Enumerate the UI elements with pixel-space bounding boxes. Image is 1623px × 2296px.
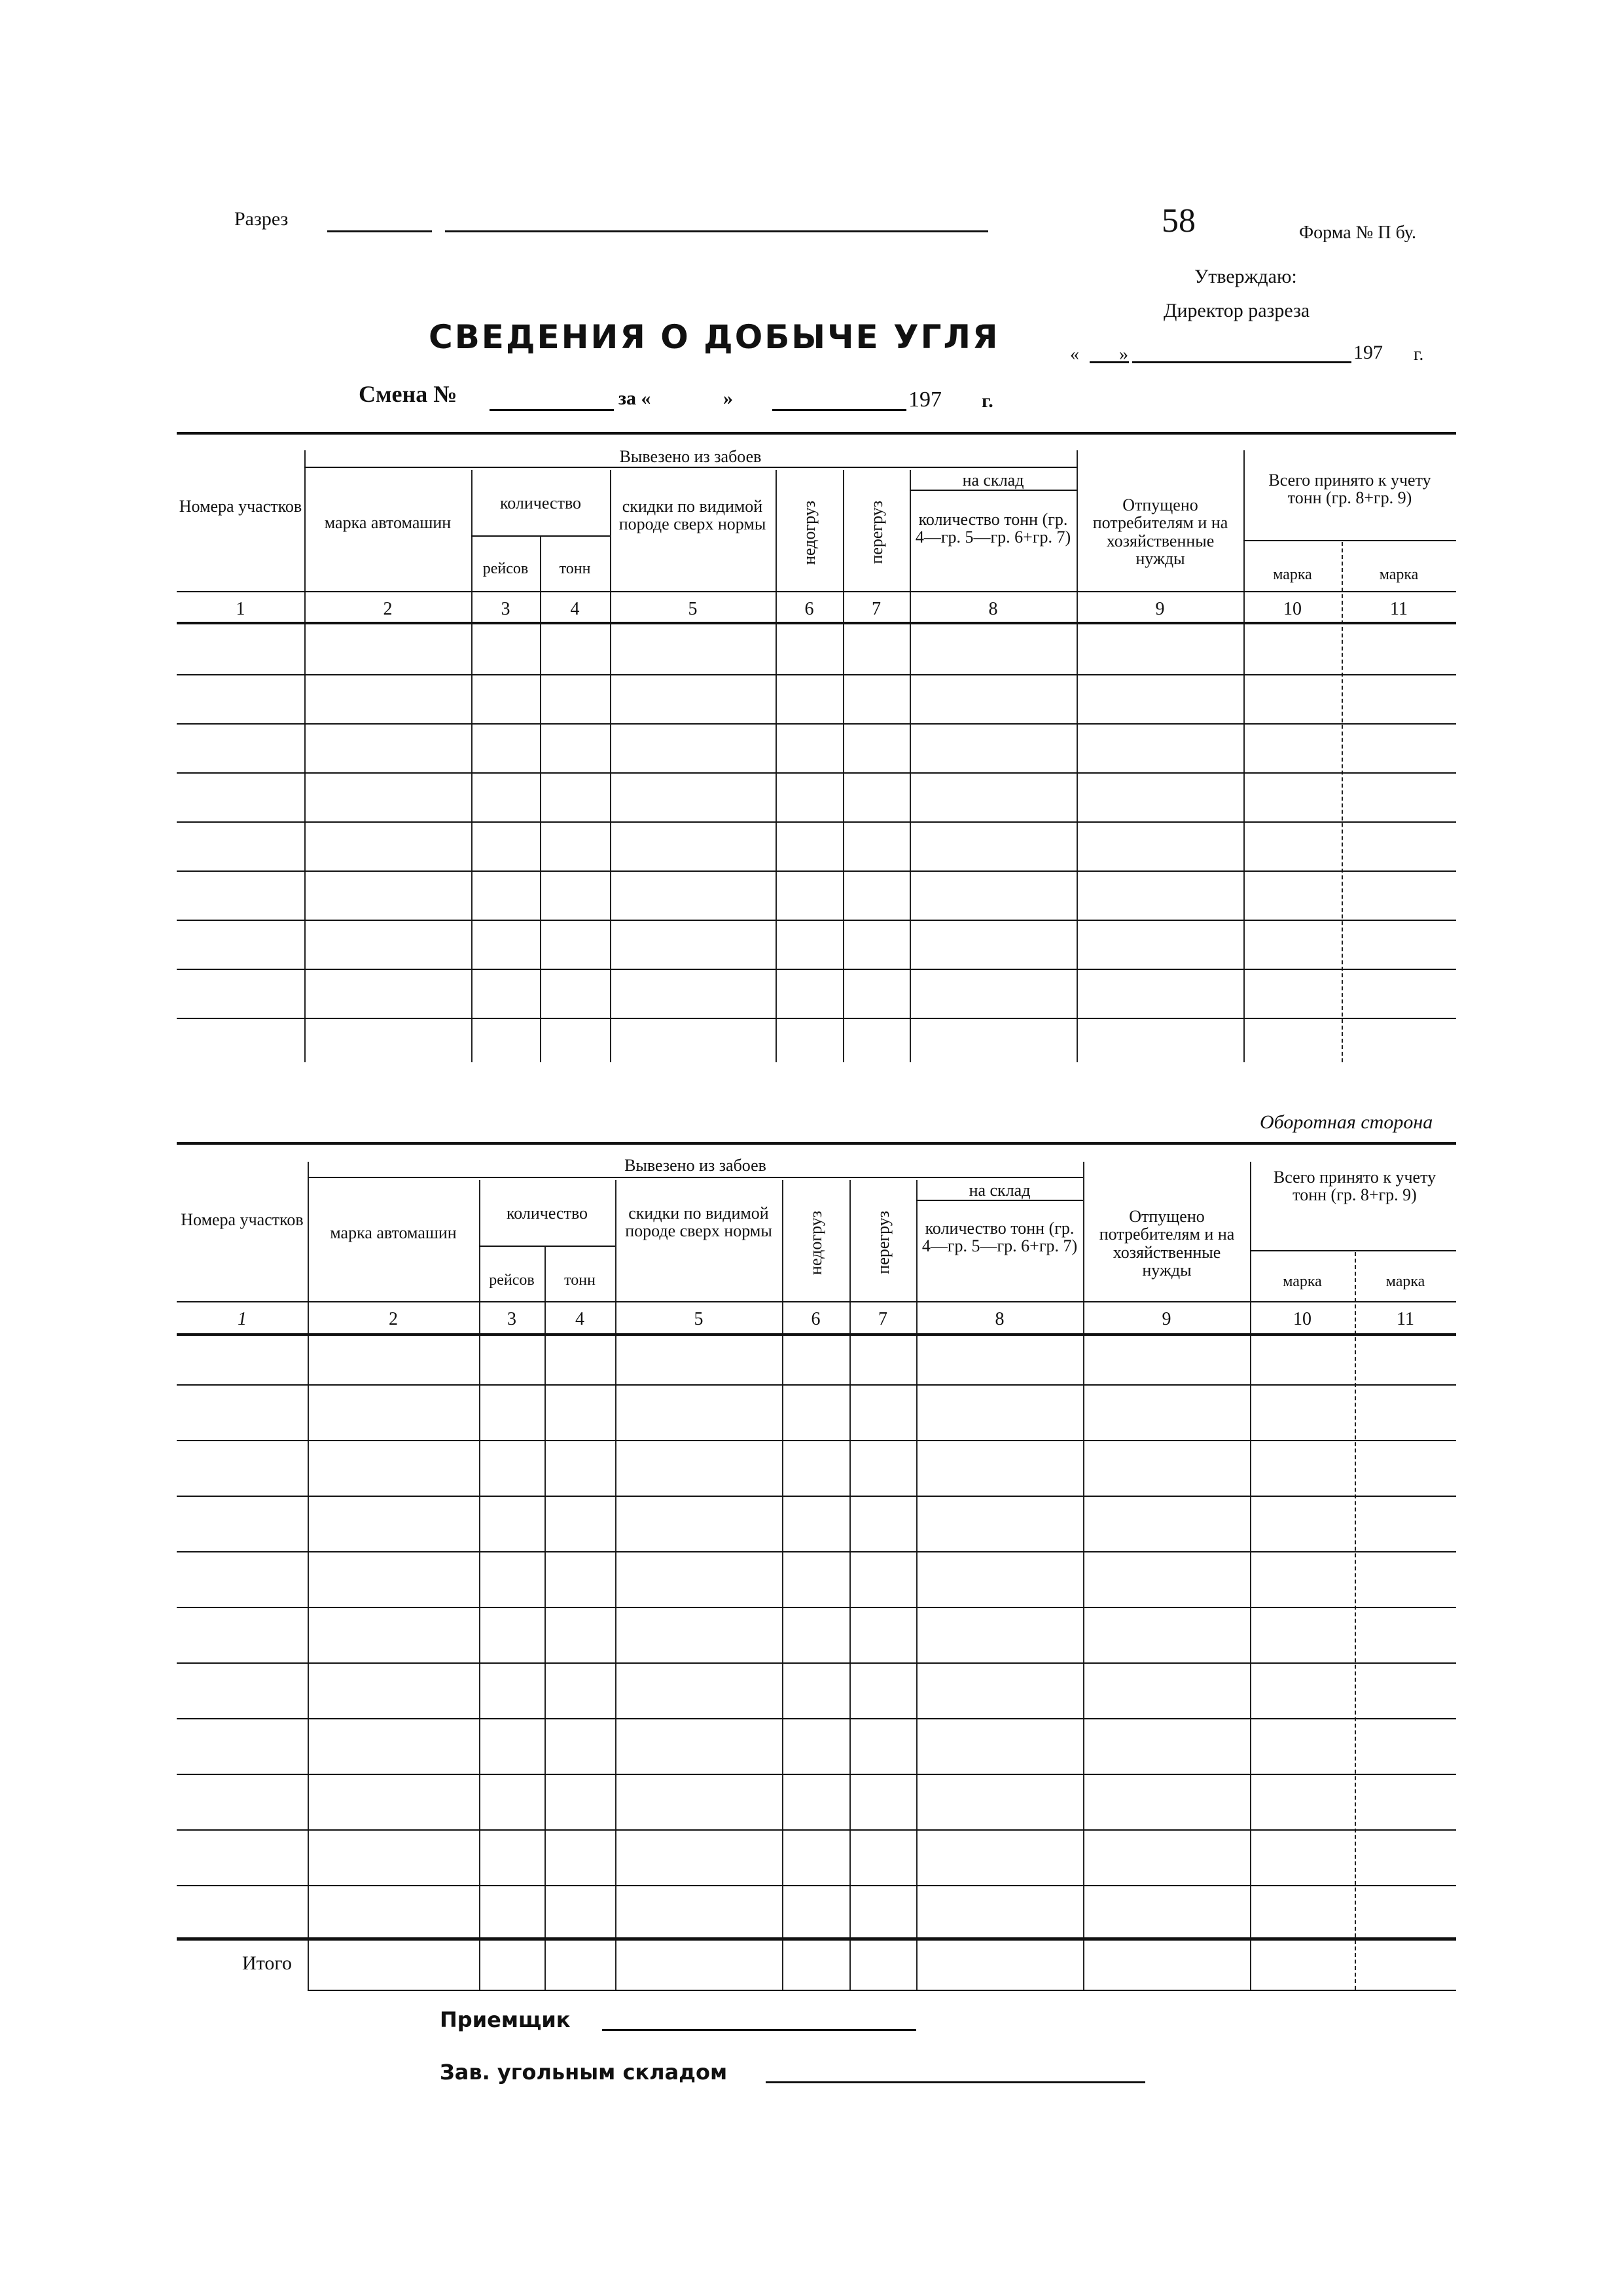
col-discounts: скидки по видимой породе сверх нормы <box>625 1204 772 1241</box>
col-number: 9 <box>1155 599 1165 619</box>
col-number: 4 <box>575 1309 584 1329</box>
col-tons: тонн <box>564 1272 596 1289</box>
form-code: Форма № П бу. <box>1299 223 1416 243</box>
table-row[interactable] <box>177 674 1456 675</box>
col-number: 9 <box>1162 1309 1171 1329</box>
col-underload: недогруз <box>800 501 819 565</box>
col-number: 2 <box>389 1309 398 1329</box>
col-trips: рейсов <box>482 560 529 577</box>
receiver-signature-line[interactable] <box>602 2029 916 2031</box>
approve-year-suffix: г. <box>1414 344 1424 365</box>
shift-month-line[interactable] <box>772 409 906 411</box>
table-row[interactable] <box>177 772 1456 774</box>
table-row[interactable] <box>177 1774 1456 1775</box>
col-quantity: количество <box>499 493 582 512</box>
col-stock-qty: количество тонн (гр. 4—гр. 5—гр. 6+гр. 7) <box>921 1219 1078 1256</box>
col-number: 7 <box>872 599 881 619</box>
table-row[interactable] <box>177 1440 1456 1441</box>
col-to-stock: на склад <box>962 471 1024 490</box>
col-number: 2 <box>383 599 393 619</box>
col-underload: недогруз <box>806 1211 825 1275</box>
warehouse-head-signature-line[interactable] <box>766 2081 1145 2083</box>
table-row[interactable] <box>177 1384 1456 1386</box>
col-mark-1: марка <box>1273 566 1312 583</box>
total-label: Итого <box>242 1952 292 1974</box>
col-number: 8 <box>988 599 998 619</box>
receiver-label: Приемщик <box>440 2007 571 2032</box>
col-number: 10 <box>1283 599 1302 619</box>
col-truck: марка автомашин <box>330 1223 457 1242</box>
col-number: 7 <box>878 1309 887 1329</box>
col-number: 10 <box>1293 1309 1311 1329</box>
warehouse-head-label: Зав. угольным складом <box>440 2060 728 2085</box>
col-truck: марка автомашин <box>324 513 452 532</box>
approve-label: Утверждаю: <box>1194 266 1297 287</box>
table-row[interactable] <box>177 920 1456 921</box>
table-row[interactable] <box>177 821 1456 823</box>
col-number: 11 <box>1390 599 1408 619</box>
page-title: СВЕДЕНИЯ О ДОБЫЧЕ УГЛЯ <box>429 318 1000 356</box>
group-removed: Вывезено из забоев <box>619 447 762 466</box>
shift-close: » <box>723 387 733 409</box>
col-mark-2: марка <box>1379 566 1419 583</box>
table-row[interactable] <box>177 870 1456 872</box>
col-number: 5 <box>688 599 698 619</box>
col-number: 11 <box>1397 1309 1414 1329</box>
col-number: 8 <box>995 1309 1005 1329</box>
razrez-label: Разрез <box>234 208 289 230</box>
col-number: 5 <box>694 1309 704 1329</box>
page-number: 58 <box>1162 202 1196 240</box>
col-total: Всего принято к учету тонн (гр. 8+гр. 9) <box>1268 471 1431 508</box>
reverse-side-label: Оборотная сторона <box>1260 1111 1433 1133</box>
front-top-rule <box>177 432 1456 435</box>
col-released: Отпущено потребителям и на хозяйственные нужды <box>1092 495 1228 568</box>
table-row[interactable] <box>177 723 1456 725</box>
director-label: Директор разреза <box>1164 300 1310 321</box>
table-row[interactable] <box>177 1496 1456 1497</box>
group-removed: Вывезено из забоев <box>624 1156 766 1175</box>
shift-for: за « <box>618 387 651 409</box>
col-stock-qty: количество тонн (гр. 4—гр. 5—гр. 6+гр. 7) <box>915 510 1071 547</box>
col-number: 3 <box>501 599 510 619</box>
shift-number-line[interactable] <box>490 409 614 411</box>
table-row[interactable] <box>177 1718 1456 1719</box>
col-number: 6 <box>811 1309 821 1329</box>
col-discounts: скидки по видимой породе сверх нормы <box>618 497 766 534</box>
col-number: 6 <box>804 599 814 619</box>
col-number: 3 <box>507 1309 516 1329</box>
col-trips: рейсов <box>489 1272 535 1289</box>
shift-label: Смена № <box>359 381 457 407</box>
approve-date-close: » <box>1119 344 1128 365</box>
col-released: Отпущено потребителям и на хозяйственные нужды <box>1099 1207 1235 1280</box>
table-row[interactable] <box>177 1662 1456 1664</box>
table-row[interactable] <box>177 1551 1456 1552</box>
col-quantity: количество <box>506 1204 588 1223</box>
col-number: 1 <box>236 599 245 619</box>
razrez-field-line-1[interactable] <box>327 230 432 232</box>
col-tons: тонн <box>559 560 591 577</box>
col-overload: перегруз <box>867 501 886 564</box>
col-overload: перегруз <box>874 1211 893 1274</box>
back-top-rule <box>177 1142 1456 1145</box>
col-mark-1: марка <box>1283 1273 1322 1290</box>
approve-date-open: « <box>1070 344 1079 365</box>
table-row[interactable] <box>177 1018 1456 1019</box>
col-number: 4 <box>570 599 580 619</box>
approve-year: 197 <box>1353 342 1383 363</box>
table-row[interactable] <box>177 1885 1456 1886</box>
col-to-stock: на склад <box>969 1181 1031 1200</box>
col-area: Номера участков <box>181 1210 304 1229</box>
total-row[interactable] <box>308 1990 1456 1991</box>
table-row[interactable] <box>177 969 1456 970</box>
table-row[interactable] <box>177 1607 1456 1608</box>
shift-year-suffix: г. <box>982 390 993 412</box>
table-row[interactable] <box>177 1829 1456 1831</box>
col-number: 1 <box>238 1309 247 1329</box>
col-total: Всего принято к учету тонн (гр. 8+гр. 9) <box>1273 1168 1436 1205</box>
col-mark-2: марка <box>1385 1273 1425 1290</box>
approve-month-line[interactable] <box>1132 361 1351 363</box>
shift-year: 197 <box>908 387 942 412</box>
col-area: Номера участков <box>179 497 302 516</box>
total-separator <box>177 1937 1456 1941</box>
razrez-field-line-2[interactable] <box>445 230 988 232</box>
